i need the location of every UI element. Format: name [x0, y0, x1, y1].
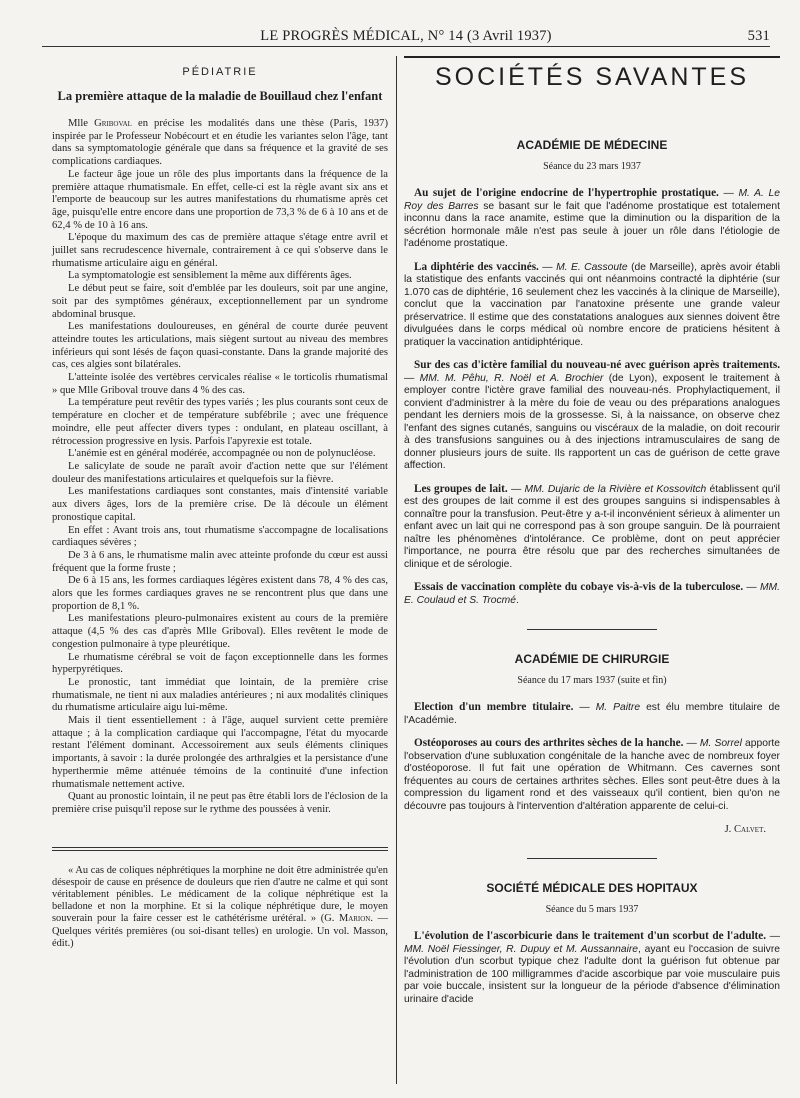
authors: MM. E. Coulaud et S. Trocmé — [404, 582, 780, 606]
authors: M. Paitre — [595, 702, 641, 713]
article-paragraph: Le facteur âge joue un rôle des plus importants dans la fréquence de la première attaque rhumatismale. En effet, celle-ci est la règle avant six ans et l'emporte de beaucoup sur les autres manifestations du rhumatisme après cet âge, puisqu'elle entre encore dans une proportion de 73,3 % de 6 à 10 ans et de 62,4 % de 10 à 16 ans. — [52, 168, 388, 231]
signature: J. Calvet. — [724, 824, 766, 835]
communication-item: L'évolution de l'ascorbicurie dans le traitement d'un scorbut de l'adulte. — MM. Noël Fiessinger, R. Dupuy et M. Aussannaire, ayant eu l'occasion de suivre l'évolution d'un scorbut typique chez l'adulte dont la guérison fut obtenue par l'administration de 100 milligrammes d'acide ascorbique par voie musculaire puis par voie buccale, insistent sur la longueur de la période d'absence d'élimination urinaire d'acide — [404, 930, 780, 1005]
article-paragraph: Le salicylate de soude ne paraît avoir d'action nette que sur l'élément douleur des manifestations articulaires et quelquefois sur la fièvre. — [52, 460, 388, 485]
article-paragraph: Les manifestations pleuro-pulmonaires existent au cours de la première attaque (4,5 % des cas d'après Mlle Griboval). Elles revêtent le mode de congestion pulmonaire à type pleurétique. — [52, 613, 388, 650]
article-paragraph: Le début peut se faire, soit d'emblée par les douleurs, soit par une angine, soit par des symptômes généraux, exceptionnellement par un syndrome abdominal brusque. — [52, 283, 388, 320]
article-paragraph: La symptomatologie est sensiblement la même aux différents âges. — [68, 270, 352, 282]
authors: MM. Noël Fiessinger, R. Dupuy et M. Aussannaire — [404, 943, 639, 955]
author-name: Marion — [338, 913, 371, 925]
page-number: 531 — [747, 28, 770, 44]
session-date: Séance du 17 mars 1937 (suite et fin) — [517, 675, 667, 686]
article-paragraph: L'époque du maximum des cas de première attaque s'étage entre avril et juillet sans recrudescence hivernale, contrairement à ce qui s'observe dans le rhumatisme articulaire aigu en général. — [52, 232, 388, 269]
society-title: ACADÉMIE DE CHIRURGIE — [514, 652, 670, 666]
rubric-heading: PÉDIATRIE — [182, 66, 258, 78]
communication-item: Sur des cas d'ictère familial du nouveau-né avec guérison après traitements. — MM. M. Pêhu, R. Noël et A. Brochier (de Lyon), exposent le traitement à employer contre l'ictère grave familial des nouveau-nés. Prophylactiquement, il convient d'administrer à la mère du foie de veau ou des préparations analogues pendant les derniers mois de la grossesse. Si, à la naissance, on observe chez l'enfant des signes cutanés, sanguins ou viscéraux de la maladie, on doit recourir à des transfusions sanguines ou à des injections intramusculaires de sang de donner plusieurs jours de suite. Ils rapportent un cas de guérison de cette grave affection. — [404, 359, 780, 471]
running-header — [42, 26, 770, 47]
authors: M. Sorrel — [699, 738, 742, 749]
authors: M. E. Cassoute — [556, 261, 628, 273]
session-date: Séance du 23 mars 1937 — [543, 161, 641, 172]
article-paragraph: L'atteinte isolée des vertèbres cervicales réalise « le torticolis rhumatismal » que Mlle Griboval trouve dans 4 % des cas. — [52, 372, 388, 396]
article-paragraph: Mais il tient essentiellement : à l'âge, auquel survient cette première attaque ; à la complication cardiaque qui l'accompagne, l'état du myocarde restant l'élément dominant. Accessoirement aux seuls éléments cliniques importants, à savoir : la durée prolongée des arthralgies et la persistance d'une hyperthermie même atténuée témoins de la continuité d'une infection rhumatismale nettement active. — [52, 715, 388, 790]
article-paragraph: L'anémie est en général modérée, accompagnée ou non de polynucléose. — [68, 448, 376, 460]
article-paragraph: De 6 à 15 ans, les formes cardiaques légères existent dans 78, 4 % des cas, alors que les formes cardiaques graves ne se rencontrent plus que dans une proportion de 8,1 %. — [52, 575, 388, 612]
note-text: « Au cas de coliques néphrétiques la morphine ne doit être administrée qu'en désespoir de cause en présence de douleurs que rien d'autre ne calme et qui sont véritablement pénibles. Le médicament de la colique néphrétique est la belladone et non la morphine. Et si la colique néphrétique dure, le moyen souverain pour la faire cesser est le cathétérisme urétéral. » (G. Marion. — Quelques vérités premières (ou soi-disant telles) en urologie. Un vol. Masson, édit.) — [52, 864, 388, 949]
right-column — [404, 56, 780, 1016]
article-paragraph: Les manifestations douloureuses, en général de courte durée peuvent atteindre toutes les articulations, mais siègent surtout au niveau des membres inférieurs qui sont lésés de façon quasi-constante. Dans la grande majorité des cas, ces algies sont bilatérales. — [52, 321, 388, 371]
section-banner: SOCIÉTÉS SAVANTES — [404, 56, 780, 92]
communication-item: Essais de vaccination complète du cobaye vis-à-vis de la tuberculose. — MM. E. Coulaud et S. Trocmé. — [404, 581, 780, 606]
article-paragraph: De 3 à 6 ans, le rhumatisme malin avec atteinte profonde du cœur est aussi fréquent que la forme fruste ; — [52, 549, 388, 574]
section-separator — [527, 858, 657, 859]
section-separator — [527, 629, 657, 630]
article-paragraph: Le pronostic, tant immédiat que lointain, de la première crise rhumatismale, ne tient ni aux maladies antérieures ; ni aux modalités cliniques du rhumatisme articulaire aigu lui-même. — [52, 676, 388, 714]
column-rule — [396, 56, 397, 1084]
society-title: SOCIÉTÉ MÉDICALE DES HOPITAUX — [486, 881, 698, 895]
communication-item: Les groupes de lait. — MM. Dujaric de la Rivière et Kossovitch établissent qu'il est des groupes de lait comme il est des groupes sanguins si indispensables à connaître pour la transfusion. Peut-être y a-t-il inconvénient sérieux à alimenter un enfant avec un lait qui ne correspond pas à son groupe sanguin. De là pourraient naître les phénomènes d'intolérance. Ce problème, dont on peut apprécier l'importance, ne pourra être résolu que par des recherches simultanées de clinique et de sérologie. — [404, 482, 780, 570]
communication-item: Ostéoporoses au cours des arthrites sèches de la hanche. — M. Sorrel apporte l'observation d'une subluxation congénitale de la hanche avec de nombreux foyer d'ostéoporose. Il fut fait une opération de Whitmann. Ces cavernes sont fréquentes au cours de certaines arthrites sèches. Elles sont peut-être dues à la compression du ligament rond et des vaisseaux qu'il contient, bien qu'on ne découvre pas toujours à l'intervention d'altération apparente de celui-ci. — [404, 737, 780, 812]
article-paragraph: La température peut revêtir des types variés ; les plus courants sont ceux de température en clocher et de température subfébrile ; avec une fréquence moindre, elle peut affecter divers types : ondulant, en plateau oscillant, à rétrocession progressive en lysis. Parfois l'apyrexie est totale. — [52, 397, 388, 447]
article-paragraph: En effet : Avant trois ans, tout rhumatisme s'accompagne de localisations cardiaques sévères ; — [52, 524, 388, 549]
article-paragraph: Le rhumatisme cérébral se voit de façon exceptionnelle dans les formes hyperpyrétiques. — [52, 651, 388, 676]
journal-title: LE PROGRÈS MÉDICAL, N° 14 (3 Avril 1937) — [260, 28, 552, 44]
article-paragraph: Mlle Griboval en précise les modalités dans une thèse (Paris, 1937) inspirée par le Professeur Nobécourt et en étudie les variantes selon l'âge, tant dans sa symptomatologie générale que dans sa fréquence et la gravité de ses complications cardiaques. — [52, 118, 388, 168]
authors: M. A. Le Roy des Barres — [404, 188, 781, 212]
article-paragraph: Quant au pronostic lointain, il ne peut pas être établi lors de l'éclosion de la première crise puisqu'il repose sur le rythme des poussées à venir. — [52, 791, 388, 815]
communication-item: Au sujet de l'origine endocrine de l'hypertrophie prostatique. — M. A. Le Roy des Barres se basant sur le fait que l'adénome prostatique est totalement inconnu dans la race anamite, estime que la diminution ou la disparition de la sécrétion hormonale mâle n'est pas seule à jouer un rôle dans l'étiologie de l'adénome prostatique. — [404, 187, 781, 249]
communication-item: Election d'un membre titulaire. — M. Paitre est élu membre titulaire de l'Académie. — [404, 701, 780, 726]
article-paragraph: Les manifestations cardiaques sont constantes, mais d'intensité variable aux divers âges, lors de la première crise. De là découle un élément pronostique capital. — [52, 486, 388, 523]
session-date: Séance du 5 mars 1937 — [545, 904, 639, 915]
communication-item: La diphtérie des vaccinés. — M. E. Cassoute (de Marseille), après avoir établi la statistique des enfants vaccinés qui ont néanmoins contracté la diphtérie (sur 1.070 cas de diphtérie, 16 seulement chez les vaccinés à la clinique de Marseille), conclut que la vaccination par l'anatoxine présente une grande valeur préservatrice. Il estime que des constatations analogues aux siennes doivent être divulguées dans le corps médical où nombre encore de praticiens hésitent à pratiquer la vaccination antidiphtérique. — [404, 260, 780, 348]
double-rule-separator — [52, 847, 388, 851]
author-name: Griboval — [94, 118, 132, 129]
quotation-note — [52, 865, 388, 950]
article-title: La première attaque de la maladie de Bouillaud chez l'enfant — [57, 89, 383, 103]
left-column — [52, 56, 388, 950]
authors: MM. Dujaric de la Rivière et Kossovitch — [524, 483, 707, 495]
society-title: ACADÉMIE DE MÉDECINE — [516, 138, 668, 152]
authors: MM. M. Pêhu, R. Noël et A. Brochier — [419, 372, 604, 384]
